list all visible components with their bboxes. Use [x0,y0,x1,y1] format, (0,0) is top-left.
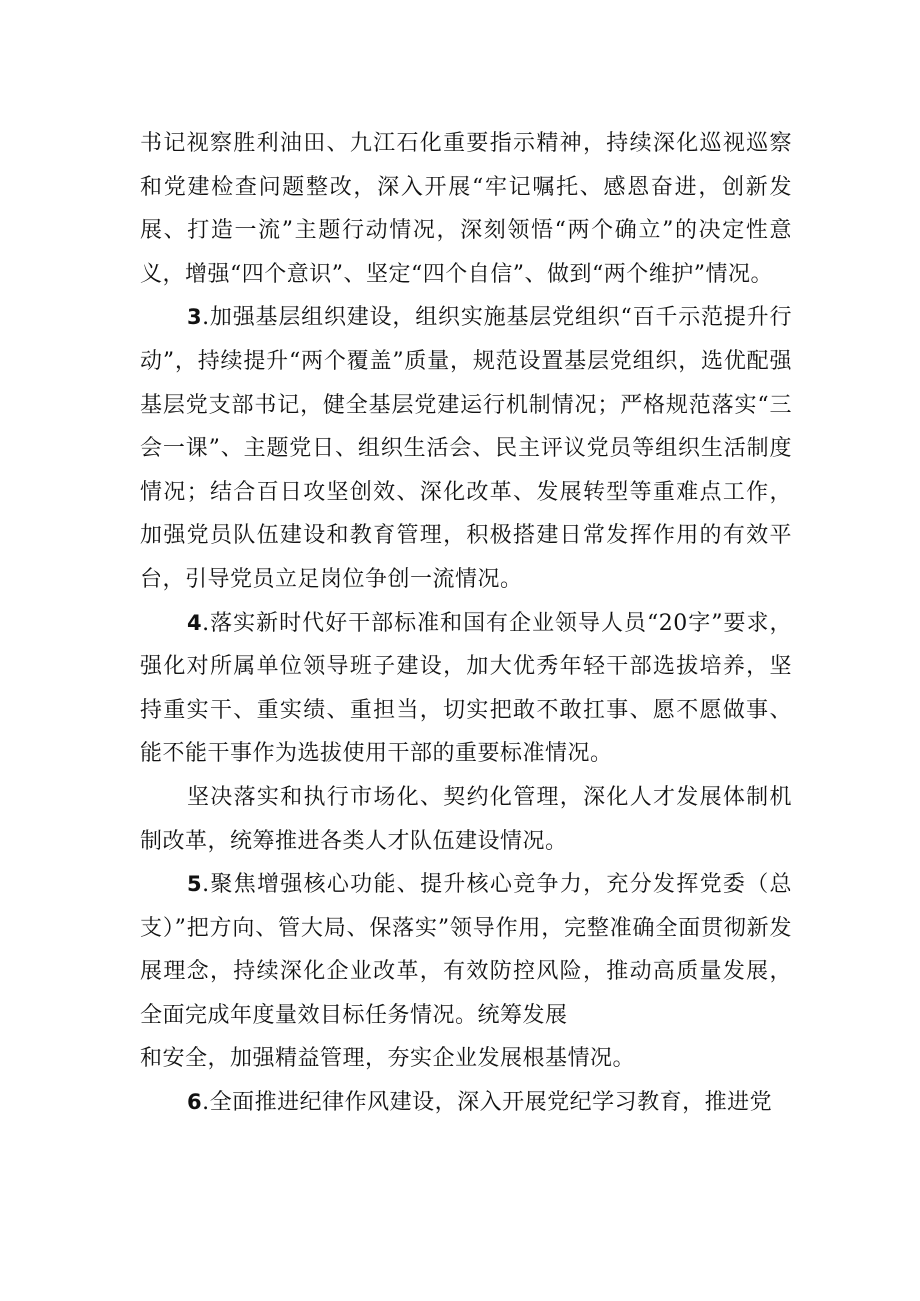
paragraph-text: .落实新时代好干部标准和国有企业领导人员“20字”要求，强化对所属单位领导班子建设，加大优秀年轻干部选拔培养，坚持重实干、重实绩、重担当，切实把敢不敢扛事、愿不愿做事、能不能干事作为选拔使用干部的重要标准情况。 [140,610,792,767]
paragraph-text: .聚焦增强核心功能、提升核心竞争力，充分发挥党委（总支）”把方向、管大局、保落实”领导作用，完整准确全面贯彻新发展理念，持续深化企业改革，有效防控风险，推动高质量发展，全面完成年度量效目标任务情况。统筹发展 [140,872,792,1028]
document-body [140,122,792,1125]
item-number: 6 [187,1090,203,1115]
paragraph-text: 坚决落实和执行市场化、契约化管理，深化人才发展体制机制改革，统筹推进各类人才队伍建设情况。 [140,784,792,854]
paragraph-text: .加强基层组织建设，组织实施基层党组织“百千示范提升行动”，持续提升“两个覆盖”质量，规范设置基层党组织，选优配强基层党支部书记，健全基层党建运行机制情况；严格规范落实“三会一课”、主题党日、组织生活会、民主评议党员等组织生活制度情况；结合百日攻坚创效、深化改革、发展转型等重难点工作，加强党员队伍建设和教育管理，积极搭建日常发挥作用的有效平台，引导党员立足岗位争创一流情况。 [140,305,792,592]
paragraph-text: .全面推进纪律作风建设，深入开展党纪学习教育，推进党 [202,1090,773,1116]
paragraph-item-6 [140,1081,792,1125]
paragraph-text: 和安全，加强精益管理，夯实企业发展根基情况。 [140,1046,636,1072]
paragraph-item-4 [140,602,792,776]
item-number: 3 [187,305,203,330]
paragraph-item-5 [140,863,792,1037]
paragraph-talent [140,776,792,863]
item-number: 5 [187,872,203,897]
paragraph-continued [140,122,792,296]
paragraph-item-3 [140,296,792,601]
paragraph-text: 书记视察胜利油田、九江石化重要指示精神，持续深化巡视巡察和党建检查问题整改，深入开展“牢记嘱托、感恩奋进，创新发展、打造一流”主题行动情况，深刻领悟“两个确立”的决定性意义，增强“四个意识”、坚定“四个自信”、做到“两个维护”情况。 [140,131,792,287]
paragraph-item-5-continued [140,1037,792,1081]
item-number: 4 [187,610,203,635]
